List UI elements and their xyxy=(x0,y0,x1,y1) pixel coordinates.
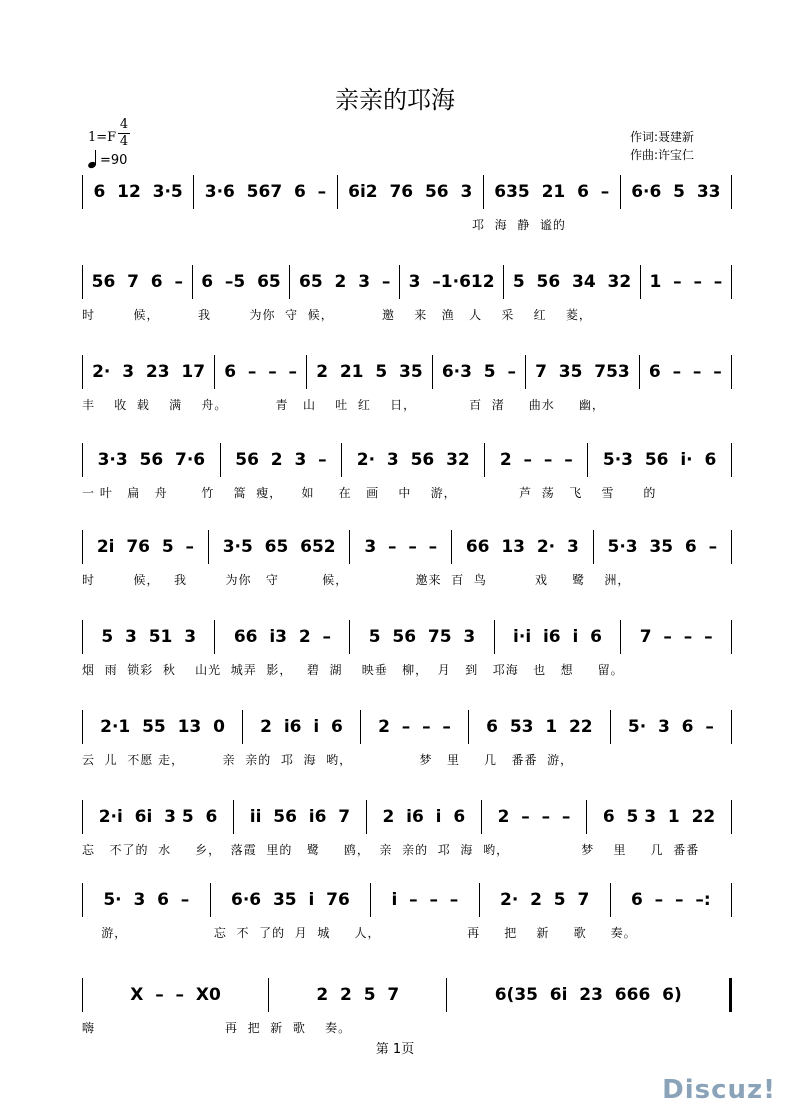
measure: 7 – – – xyxy=(639,627,713,647)
barline xyxy=(341,443,342,477)
barline xyxy=(82,710,83,744)
measure: 6 –5 65 xyxy=(201,272,281,292)
measure: X – – X0 xyxy=(130,985,221,1005)
measure: 635 21 6 – xyxy=(494,182,610,202)
measure: 2 – – – xyxy=(378,717,451,737)
measure: 6·6 35 i 76 xyxy=(231,890,350,910)
measure: 5· 3 6 – xyxy=(627,717,714,737)
barline xyxy=(82,355,83,389)
barline xyxy=(446,978,447,1012)
barline xyxy=(82,265,83,299)
lyrics-line: 丰 收 载 满 舟。 青 山 吐 红 日， 百 渚 曲水 幽， xyxy=(82,398,605,412)
measure: 2 – – – xyxy=(497,807,571,827)
lyrics-line: 时 候， 我 为你 守 候， 邀来 百 鸟 戏 鹭 洲， xyxy=(82,573,631,587)
lyrics-line: 一 叶 扁 舟 竹 篙 瘦， 如 在 画 中 游， 芦 荡 飞 雪 的 xyxy=(82,486,657,500)
lyrics-line: 烟 雨 锁彩 秋 山光 城弄 影， 碧 湖 映垂 柳， 月 到 邛海 也 想 留。 xyxy=(82,663,624,677)
barline xyxy=(610,710,611,744)
page-number: 第 1页 xyxy=(375,1042,415,1057)
barline xyxy=(587,443,588,477)
barline xyxy=(289,265,290,299)
lyrics-line: 时 候， 我 为你 守 候， 邀 来 渔 人 采 红 菱， xyxy=(82,308,592,322)
measure: 5 56 75 3 xyxy=(368,627,476,647)
measure: 5·3 56 i· 6 xyxy=(602,450,717,470)
barline xyxy=(268,978,269,1012)
notation-row xyxy=(82,797,732,837)
barline xyxy=(481,800,482,834)
barline xyxy=(306,355,307,389)
barline xyxy=(360,710,361,744)
barline xyxy=(586,800,587,834)
barline xyxy=(731,620,732,654)
barline xyxy=(82,800,83,834)
barline xyxy=(483,175,484,209)
measure: 65 2 3 – xyxy=(299,272,391,292)
barline xyxy=(729,978,732,1012)
barline xyxy=(494,620,495,654)
measure: 2· 2 5 7 xyxy=(500,890,590,910)
lyrics-line: 嗨 再 把 新 歌 奏。 xyxy=(82,1021,352,1035)
measure: 2·1 55 13 0 xyxy=(100,717,225,737)
measure: 6 5 3 1 22 xyxy=(602,807,716,827)
barline xyxy=(731,443,732,477)
barline xyxy=(593,530,594,564)
measure: 6i2 76 56 3 xyxy=(348,182,473,202)
barline xyxy=(214,355,215,389)
site-watermark: Discuz! xyxy=(662,1075,776,1105)
measure: 2· 3 56 32 xyxy=(356,450,470,470)
measure: 2i 76 5 – xyxy=(96,537,194,557)
barline xyxy=(399,265,400,299)
notation-row xyxy=(82,617,732,657)
barline xyxy=(468,710,469,744)
measure: 2 2 5 7 xyxy=(316,985,400,1005)
quarter-note-icon xyxy=(88,150,100,168)
key-signature: 1=F xyxy=(88,130,117,145)
measure: 2 21 5 35 xyxy=(316,362,423,382)
barline xyxy=(82,443,83,477)
barline xyxy=(82,620,83,654)
lyrics-line: 忘 不了的 水 乡， 落霞 里的 鹭 鸥， 亲 亲的 邛 海 哟， 梦 里 几 番番 xyxy=(82,843,700,857)
barline xyxy=(192,265,193,299)
notation-row xyxy=(82,707,732,747)
barline xyxy=(503,265,504,299)
measure: 3 –1·612 xyxy=(408,272,495,292)
barline xyxy=(620,175,621,209)
lyrics-line: 游， 忘 不 了的 月 城 人， 再 把 新 歌 奏。 xyxy=(82,926,637,940)
measure: 2 i6 i 6 xyxy=(260,717,343,737)
barline xyxy=(82,530,83,564)
measure: 6 – – – xyxy=(224,362,298,382)
barline xyxy=(731,175,732,209)
measure: 6 – – –: xyxy=(630,890,711,910)
measure: 66 13 2· 3 xyxy=(465,537,579,557)
song-title: 亲亲的邛海 xyxy=(335,86,455,114)
measure: 6 12 3·5 xyxy=(93,182,183,202)
measure: 3·6 567 6 – xyxy=(204,182,327,202)
notation-row xyxy=(82,880,732,920)
barline xyxy=(640,265,641,299)
measure: 6(35 6i 23 666 6) xyxy=(494,985,682,1005)
measure: 56 7 6 – xyxy=(91,272,183,292)
barline xyxy=(451,530,452,564)
barline xyxy=(731,800,732,834)
barline xyxy=(208,530,209,564)
tempo-value: =90 xyxy=(100,153,128,168)
lyricist-credit: 作词:聂建新 xyxy=(630,130,695,144)
time-signature xyxy=(118,118,130,149)
barline xyxy=(731,883,732,917)
barline xyxy=(366,800,367,834)
measure: 3·3 56 7·6 xyxy=(97,450,206,470)
measure: 66 i3 2 – xyxy=(233,627,331,647)
barline xyxy=(639,355,640,389)
notation-row xyxy=(82,172,732,212)
time-signature-top: 4 xyxy=(119,117,129,132)
barline xyxy=(731,710,732,744)
measure: 7 35 753 xyxy=(535,362,630,382)
lyrics-line: 邛 海 静 谧的 xyxy=(82,218,566,232)
notation-row xyxy=(82,262,732,302)
barline xyxy=(731,530,732,564)
barline xyxy=(432,355,433,389)
measure: 2·i 6i 3 5 6 xyxy=(98,807,218,827)
tempo-marking xyxy=(88,150,127,168)
measure: 6 53 1 22 xyxy=(486,717,593,737)
measure: 2 – – – xyxy=(499,450,573,470)
barline xyxy=(484,443,485,477)
measure: 3 – – – xyxy=(364,537,438,557)
barline xyxy=(620,620,621,654)
barline xyxy=(349,620,350,654)
measure: 56 2 3 – xyxy=(235,450,327,470)
measure: 6·6 5 33 xyxy=(631,182,721,202)
notation-row xyxy=(82,975,732,1015)
composer-credit: 作曲:许宝仁 xyxy=(630,148,695,162)
lyrics-line: 云 儿 不愿 走， 亲 亲的 邛 海 哟， 梦 里 几 番番 游， xyxy=(82,753,574,767)
notation-row xyxy=(82,527,732,567)
barline xyxy=(82,978,83,1012)
notation-row xyxy=(82,352,732,392)
measure: 3·5 65 652 xyxy=(222,537,336,557)
measure: 5 56 34 32 xyxy=(512,272,632,292)
barline xyxy=(220,443,221,477)
barline xyxy=(349,530,350,564)
measure: ii 56 i6 7 xyxy=(249,807,351,827)
barline xyxy=(210,883,211,917)
measure: 2 i6 i 6 xyxy=(382,807,466,827)
measure: 1 – – – xyxy=(649,272,723,292)
barline xyxy=(82,175,83,209)
barline xyxy=(214,620,215,654)
measure: i·i i6 i 6 xyxy=(513,627,602,647)
barline xyxy=(82,883,83,917)
barline xyxy=(337,175,338,209)
barline xyxy=(731,355,732,389)
barline xyxy=(731,265,732,299)
barline xyxy=(610,883,611,917)
time-signature-bottom: 4 xyxy=(119,134,129,149)
notation-row xyxy=(82,440,732,480)
measure: i – – – xyxy=(391,890,459,910)
barline xyxy=(525,355,526,389)
measure: 5 3 51 3 xyxy=(101,627,197,647)
barline xyxy=(233,800,234,834)
measure: 6 – – – xyxy=(648,362,722,382)
measure: 5·3 35 6 – xyxy=(607,537,718,557)
barline xyxy=(242,710,243,744)
measure: 6·3 5 – xyxy=(441,362,516,382)
measure: 5· 3 6 – xyxy=(103,890,190,910)
barline xyxy=(370,883,371,917)
measure: 2· 3 23 17 xyxy=(92,362,206,382)
barline xyxy=(479,883,480,917)
barline xyxy=(193,175,194,209)
